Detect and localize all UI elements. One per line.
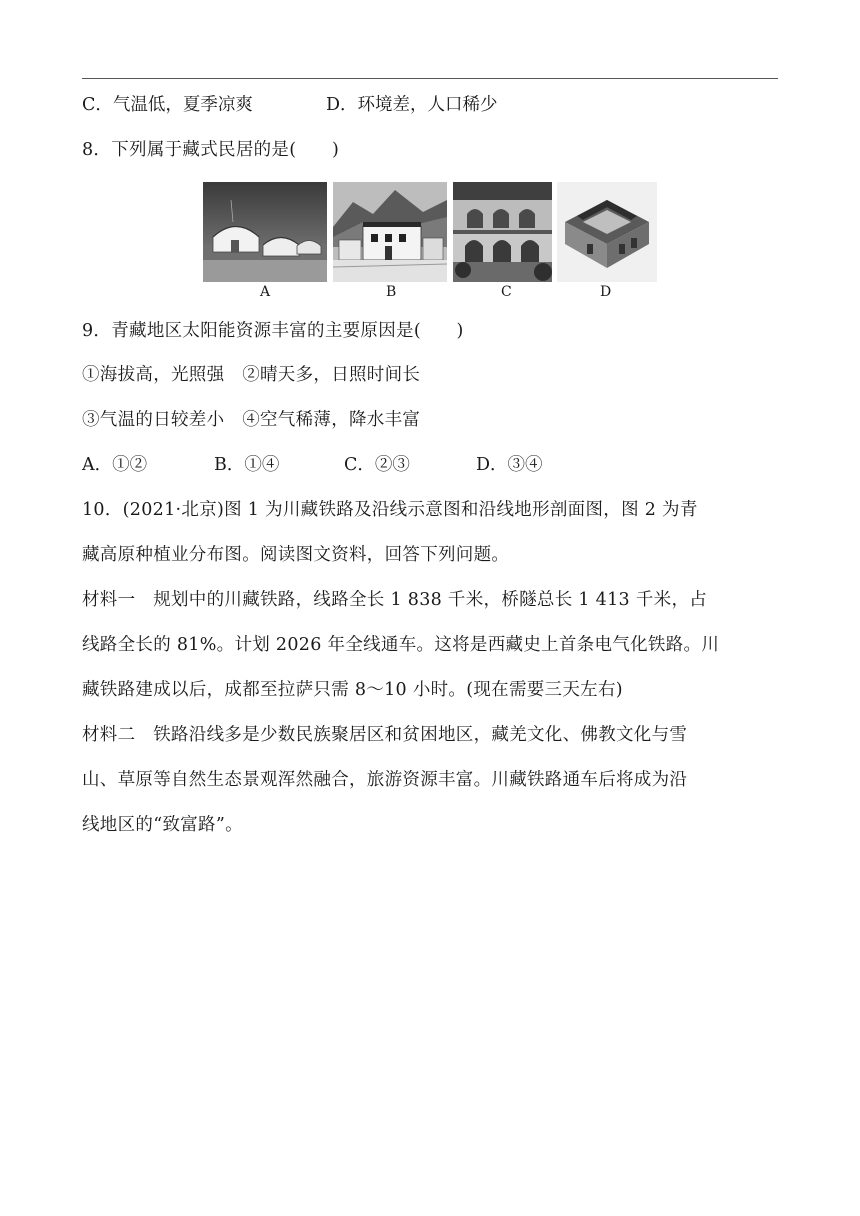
material-2-line-1: 材料二 铁路沿线多是少数民族聚居区和贫困地区，藏羌文化、佛教文化与雪 — [82, 725, 688, 745]
courtyard-house-model — [557, 182, 657, 282]
q9-item-1: ①海拔高，光照强 ②晴天多，日照时间长 — [82, 365, 421, 385]
image-label-b: B — [386, 284, 397, 300]
q9-item-2: ③气温的日较差小 ④空气稀薄，降水丰富 — [82, 410, 421, 430]
q9-option-c: C．②③ — [344, 455, 410, 475]
q10-stem-line-1: 10．(2021·北京)图 1 为川藏铁路及沿线示意图和沿线地形剖面图，图 2 为青 — [82, 500, 698, 520]
q7-option-c: C．气温低，夏季凉爽 — [82, 95, 253, 115]
material-1-line-3: 藏铁路建成以后，成都至拉萨只需 8～10 小时。(现在需要三天左右) — [82, 680, 623, 700]
material-2-line-3: 线地区的“致富路”。 — [82, 815, 243, 835]
q10-stem-line-2: 藏高原种植业分布图。阅读图文资料，回答下列问题。 — [82, 545, 510, 565]
material-2-line-2: 山、草原等自然生态景观浑然融合，旅游资源丰富。川藏铁路通车后将成为沿 — [82, 770, 688, 790]
q9-option-d: D．③④ — [476, 455, 543, 475]
tibetan-house-photo — [333, 182, 447, 282]
image-label-d: D — [600, 284, 612, 300]
image-label-a: A — [260, 284, 271, 300]
header-rule — [82, 78, 778, 79]
yurt-photo — [203, 182, 327, 282]
q9-stem: 9．青藏地区太阳能资源丰富的主要原因是( ) — [82, 321, 464, 341]
cave-dwelling-photo — [453, 182, 552, 282]
q8-stem: 8．下列属于藏式民居的是( ) — [82, 140, 340, 160]
material-1-line-2: 线路全长的 81%。计划 2026 年全线通车。这将是西藏史上首条电气化铁路。川 — [82, 635, 720, 655]
image-label-c: C — [501, 284, 512, 300]
material-1-line-1: 材料一 规划中的川藏铁路，线路全长 1 838 千米，桥隧总长 1 413 千米，占 — [82, 590, 708, 610]
q7-option-d: D．环境差，人口稀少 — [326, 95, 498, 115]
q9-option-b: B．①④ — [214, 455, 280, 475]
q9-option-a: A．①② — [82, 455, 148, 475]
